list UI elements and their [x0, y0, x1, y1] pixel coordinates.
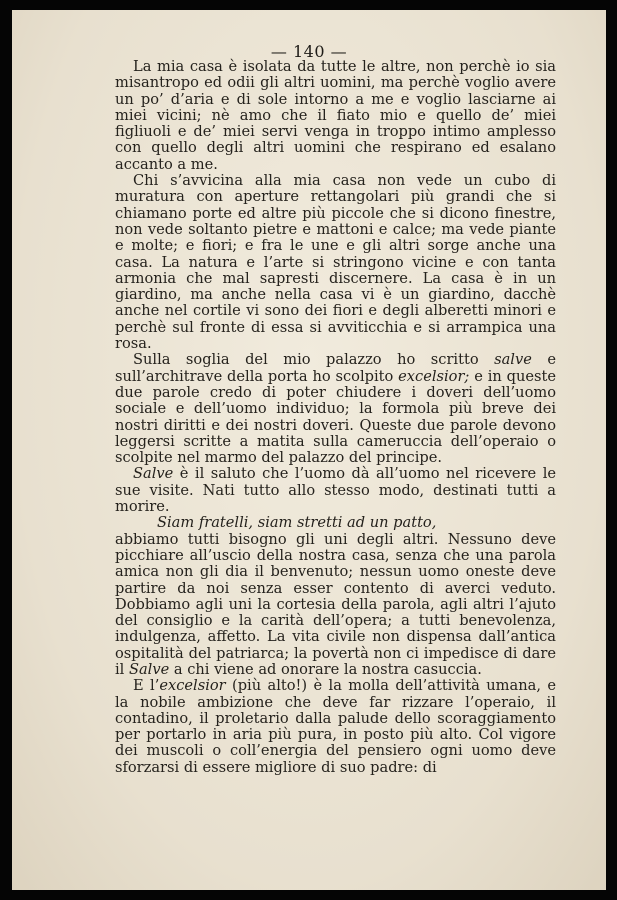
book-page — [12, 10, 606, 890]
paragraph-4 — [115, 466, 556, 515]
paragraph-3 — [115, 352, 556, 466]
paragraph-5 — [115, 532, 556, 679]
paragraph-3-part-a: Sulla soglia del mio palazzo ho scritto — [133, 351, 495, 369]
excelsior-word: excelsior; — [398, 367, 470, 385]
paragraph-6 — [115, 678, 556, 776]
paragraph-3-part-b: e sull’architrave della porta ho scolpito — [115, 351, 556, 385]
excelsior-word: excelsior — [159, 677, 226, 695]
paragraph-4-rest: è il saluto che l’uomo dà all’uomo nel ricevere le sue visite. Nati tutto allo stesso modo, destinati tutti a morire. — [115, 465, 556, 516]
salve-word: salve — [494, 351, 532, 369]
salve-word: Salve — [133, 465, 174, 483]
paragraph-2: Chi s’avvicina alla mia casa non vede un cubo di muratura con aperture rettangolari più grandi che si chiamano porte ed altre più piccole che si dicono finestre, non vede soltanto pietre e mattoni e calce; ma vede piante e molte; e fiori; e fra le une e gli altri sorge anche una casa. La natura e l’arte si stringono vicine e con tanta armonia che mal sapresti discernere. La casa è in un giardino, ma anche nella casa vi è un giardino, dacchè anche nel cortile vi sono dei fiori e degli alberetti minori e perchè sul fronte di essa si avviticchia e si arrampica una rosa. — [115, 172, 556, 353]
paragraph-6-part-a: E l’ — [133, 677, 160, 695]
salve-word: Salve — [128, 660, 170, 678]
paragraph-5-part-a: abbiamo tutti bisogno gli uni degli altri. Nessuno deve picchiare all’uscio della nostra casa, senza che una parola amica non gli dia il benvenuto; nessun uomo oneste deve partire da noi senza esser contento di averci veduto. Dobbiamo agli uni la cortesia della parola, agli altri l’ajuto del consiglio e la carità dell’opera; a tutti benevolenza, indulgenza, affetto. La vita civile non dispensa dall’antica ospitalità del patriarca; la povertà non ci impedisce di dare il — [115, 530, 556, 678]
paragraph-3-part-c: e in queste due parole credo di poter chiudere i doveri dell’uomo sociale e dell’uomo individuo; la formola più breve dei nostri diritti e dei nostri doveri. Queste due parole devono leggersi scritte a matita sulla cameruccia dell’operaio o scolpite nel marmo del palazzo del principe. — [115, 367, 556, 467]
paragraph-1: La mia casa è isolata da tutte le altre, non perchè io sia misantropo ed odii gli altri uomini, ma perchè voglio avere un po’ d’aria e di sole intorno a me e voglio lasciarne ai miei vicini; nè amo che il fiato mio e quello de’ miei figliuoli e de’ miei servi venga in troppo intimo amplesso con quello degli altri uomini che respirano ed esalano accanto a me. — [115, 58, 556, 173]
paragraph-6-part-b: (più alto!) è la molla dell’attività umana, e la nobile ambizione che deve far rizzare l’operaio, il contadino, il proletario dalla palude dello scoraggiamento per portarlo in aria più pura, in posto più alto. Col vigore dei muscoli o coll’energia del pensiero ogni uomo deve sforzarsi di essere migliore di suo padre: di — [115, 677, 556, 776]
paragraph-5-part-b: a chi viene ad onorare la nostra casuccia. — [169, 660, 482, 678]
page-body — [115, 59, 556, 776]
verse-line: Siam fratelli, siam stretti ad un patto, — [157, 514, 437, 532]
page-number: — 140 — — [270, 42, 348, 61]
